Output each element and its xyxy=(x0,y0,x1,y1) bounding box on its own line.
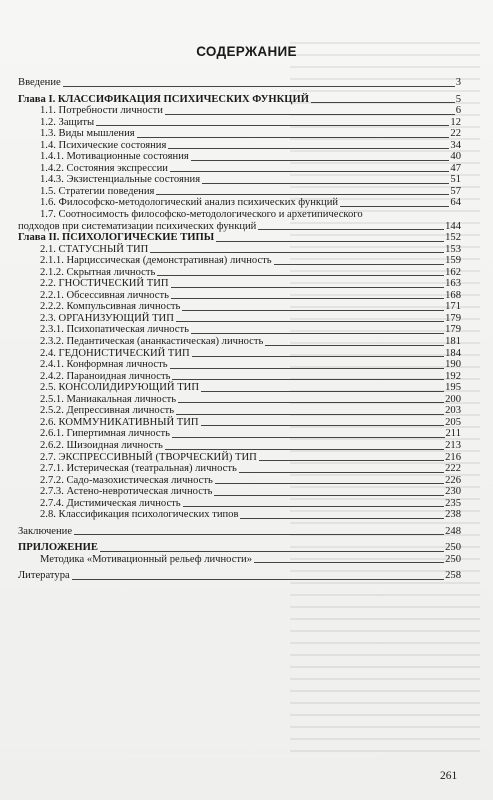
toc-entry xyxy=(18,77,461,89)
page-title: СОДЕРЖАНИЕ xyxy=(196,44,297,59)
toc-entry-title: 2.5.2. Депрессивная личность xyxy=(40,405,175,417)
toc-entry-page: 162 xyxy=(445,266,461,278)
toc-entry-page: 168 xyxy=(445,289,461,301)
toc-entry-title: 2.2.2. Компульсивная личность xyxy=(40,301,181,313)
toc-entry-page: 238 xyxy=(445,509,461,521)
toc-entry xyxy=(18,417,461,429)
toc-entry-page: 258 xyxy=(445,570,461,582)
toc-entry-title: 1.4.3. Экзистенциальные состояния xyxy=(40,174,201,186)
toc-entry xyxy=(18,405,461,417)
toc-leader xyxy=(171,297,444,299)
toc-entry-page: 179 xyxy=(445,324,461,336)
toc-entry-page: 230 xyxy=(445,486,461,498)
toc-leader xyxy=(192,355,444,357)
toc-entry-title: 2.7.4. Дистимическая личность xyxy=(40,497,181,509)
toc-leader xyxy=(311,101,455,103)
toc-entry-page: 171 xyxy=(445,301,461,313)
toc-entry-title: 2.6.2. Шизоидная личность xyxy=(40,439,163,451)
toc-leader xyxy=(172,436,445,438)
toc-entry-title: 2.7.1. Истерическая (театральная) личность xyxy=(40,463,237,475)
toc-entry-page: 3 xyxy=(455,77,461,88)
toc-leader xyxy=(165,448,444,450)
toc-leader xyxy=(258,228,444,230)
toc-entry-title: 1.4. Психические состояния xyxy=(40,139,167,151)
toc-entry xyxy=(18,348,461,360)
toc-leader xyxy=(182,309,444,311)
toc-entry xyxy=(18,128,461,140)
toc-entry-title: 1.1. Потребности личности xyxy=(40,105,163,117)
toc-leader xyxy=(171,286,445,288)
toc-entry-title: 2.7.3. Астено-невротическая личность xyxy=(40,486,213,498)
toc-entry xyxy=(18,428,461,440)
toc-entry-page: 190 xyxy=(445,359,461,371)
toc-leader xyxy=(156,193,449,195)
toc-leader xyxy=(191,159,450,161)
toc-entry xyxy=(18,475,461,487)
toc-entry xyxy=(18,244,461,256)
toc-leader xyxy=(178,401,444,403)
toc-entry xyxy=(18,542,461,554)
toc-entry-page: 153 xyxy=(445,243,461,255)
page-number: 261 xyxy=(440,770,458,782)
toc-leader xyxy=(170,170,449,172)
toc-leader xyxy=(202,182,449,184)
toc-entry-title: 2.3.2. Педантическая (ананкастическая) личность xyxy=(40,336,264,348)
toc-entry xyxy=(18,324,461,336)
toc-entry xyxy=(18,163,461,175)
toc-leader xyxy=(176,413,444,415)
toc-entry-page: 47 xyxy=(450,162,461,174)
toc-entry-page: 222 xyxy=(445,463,461,475)
toc-leader xyxy=(265,344,444,346)
toc-entry xyxy=(18,174,461,186)
toc-entry xyxy=(18,117,461,129)
toc-entry-title: 2.5.1. Маниакальная личность xyxy=(40,393,177,405)
toc-entry-title: 2.2. ГНОСТИЧЕСКИЙ ТИП xyxy=(40,278,169,290)
toc-leader xyxy=(168,147,449,149)
toc-entry xyxy=(18,94,461,106)
toc-entry-page: 195 xyxy=(445,382,461,394)
toc-entry xyxy=(18,570,461,582)
toc-entry-page: 226 xyxy=(445,474,461,486)
toc-leader xyxy=(259,459,444,461)
toc-leader xyxy=(100,550,444,552)
toc-leader xyxy=(215,482,444,484)
toc-entry-page: 192 xyxy=(445,370,461,382)
toc-entry-title: 1.4.2. Состояния экспрессии xyxy=(40,162,168,174)
toc-leader xyxy=(191,332,444,334)
toc-leader xyxy=(96,124,449,126)
toc-entry-title: 1.7. Соотносимость философско-методологического и архетипического xyxy=(40,209,363,221)
toc-entry-title: подходов при систематизации психических функций xyxy=(18,220,257,232)
toc-entry xyxy=(18,105,461,117)
toc-entry xyxy=(18,554,461,566)
toc-leader xyxy=(183,505,444,507)
toc-entry xyxy=(18,526,461,538)
toc-entry xyxy=(18,301,461,313)
toc-entry-title: Заключение xyxy=(18,525,73,537)
toc-entry-title: 2.1.1. Нарциссическая (демонстративная) личность xyxy=(40,255,272,267)
toc-entry-page: 184 xyxy=(445,347,461,359)
toc-entry xyxy=(18,359,461,371)
toc-entry-page: 248 xyxy=(445,525,461,537)
toc-leader xyxy=(216,240,444,242)
toc-entry-page: 22 xyxy=(450,128,461,140)
toc-entry-page: 34 xyxy=(450,139,461,151)
toc-entry-title: Литература xyxy=(18,570,70,582)
toc-leader xyxy=(254,561,444,563)
toc-entry-page: 152 xyxy=(445,232,461,244)
toc-entry-page: 216 xyxy=(445,451,461,463)
toc-entry xyxy=(18,232,461,244)
toc-entry-page: 64 xyxy=(450,197,461,209)
toc-entry xyxy=(18,336,461,348)
toc-entry xyxy=(18,382,461,394)
toc-entry xyxy=(18,498,461,510)
toc-leader xyxy=(176,320,444,322)
toc-entry-page: 159 xyxy=(445,255,461,267)
toc-leader xyxy=(274,263,444,265)
toc-entry xyxy=(18,463,461,475)
toc-entry-page: 235 xyxy=(445,497,461,509)
toc-entry xyxy=(18,255,461,267)
toc-entry xyxy=(18,267,461,279)
toc-leader xyxy=(165,113,455,115)
toc-entry-title: 2.1. СТАТУСНЫЙ ТИП xyxy=(40,243,149,255)
toc-entry xyxy=(18,140,461,152)
toc-leader xyxy=(239,471,444,473)
toc-entry-page: 181 xyxy=(445,336,461,348)
toc-entry-page: 250 xyxy=(445,542,461,554)
toc-entry-title: 1.5. Стратегии поведения xyxy=(40,185,155,197)
toc-entry xyxy=(18,452,461,464)
table-of-contents xyxy=(18,77,461,582)
toc-entry xyxy=(18,186,461,198)
toc-entry-title: Глава II. ПСИХОЛОГИЧЕСКИЕ ТИПЫ xyxy=(18,232,215,244)
toc-leader xyxy=(72,578,444,580)
toc-leader xyxy=(340,205,449,207)
toc-leader xyxy=(201,424,445,426)
toc-entry-page: 213 xyxy=(445,439,461,451)
toc-entry-page: 203 xyxy=(445,405,461,417)
toc-entry-page: 163 xyxy=(445,278,461,290)
toc-entry-title: 2.8. Классификация психологических типов xyxy=(40,509,239,521)
toc-entry xyxy=(18,278,461,290)
toc-entry-title: 2.1.2. Скрытная личность xyxy=(40,266,156,278)
toc-entry-title: 2.7. ЭКСПРЕССИВНЫЙ (ТВОРЧЕСКИЙ) ТИП xyxy=(40,451,257,463)
toc-entry-title: 1.6. Философско-методологический анализ психических функций xyxy=(40,197,339,209)
toc-entry-title: 1.2. Защиты xyxy=(40,116,95,128)
toc-leader xyxy=(74,533,444,535)
toc-entry-title: Введение xyxy=(18,77,61,88)
toc-entry xyxy=(18,486,461,498)
toc-entry xyxy=(18,221,461,233)
toc-entry xyxy=(18,209,461,221)
toc-entry-page: 40 xyxy=(450,151,461,163)
toc-entry xyxy=(18,313,461,325)
toc-entry-title: 2.2.1. Обсессивная личность xyxy=(40,289,169,301)
toc-entry-title: 1.4.1. Мотивационные состояния xyxy=(40,151,189,163)
toc-entry-title: 2.6.1. Гипертимная личность xyxy=(40,428,170,440)
toc-entry-title: Методика «Мотивационный рельеф личности» xyxy=(40,553,253,565)
toc-leader xyxy=(137,136,450,138)
toc-leader xyxy=(150,251,444,253)
toc-leader xyxy=(201,390,444,392)
toc-entry-title: 1.3. Виды мышления xyxy=(40,128,135,140)
toc-entry-page: 5 xyxy=(455,93,461,105)
toc-entry xyxy=(18,394,461,406)
toc-leader xyxy=(214,494,444,496)
toc-entry-title: Глава I. КЛАССИФИКАЦИЯ ПСИХИЧЕСКИХ ФУНКЦИЙ xyxy=(18,93,310,105)
toc-entry xyxy=(18,151,461,163)
toc-entry-title: 2.5. КОНСОЛИДИРУЮЩИЙ ТИП xyxy=(40,382,199,394)
toc-entry-title: ПРИЛОЖЕНИЕ xyxy=(18,542,98,554)
toc-entry-title: 2.4.2. Параноидная личность xyxy=(40,370,171,382)
toc-entry-page: 6 xyxy=(455,105,461,117)
toc-leader xyxy=(157,274,444,276)
toc-entry-title: 2.4. ГЕДОНИСТИЧЕСКИЙ ТИП xyxy=(40,347,190,359)
toc-entry xyxy=(18,371,461,383)
toc-entry-page: 250 xyxy=(445,553,461,565)
toc-entry xyxy=(18,440,461,452)
toc-entry-page: 144 xyxy=(445,220,461,232)
toc-entry-page: 200 xyxy=(445,393,461,405)
toc-entry-title: 2.3.1. Психопатическая личность xyxy=(40,324,189,336)
toc-leader xyxy=(63,85,455,87)
toc-entry-title: 2.7.2. Садо-мазохистическая личность xyxy=(40,474,213,486)
toc-entry-page: 12 xyxy=(450,116,461,128)
toc-entry-title: 2.6. КОММУНИКАТИВНЫЙ ТИП xyxy=(40,416,199,428)
toc-entry xyxy=(18,197,461,209)
toc-leader xyxy=(170,367,445,369)
toc-entry-title: 2.3. ОРГАНИЗУЮЩИЙ ТИП xyxy=(40,312,174,324)
toc-entry-page: 51 xyxy=(450,174,461,186)
toc-entry-title: 2.4.1. Конформная личность xyxy=(40,359,168,371)
toc-leader xyxy=(172,378,444,380)
toc-entry xyxy=(18,290,461,302)
toc-entry-page: 211 xyxy=(445,428,461,440)
toc-entry xyxy=(18,509,461,521)
toc-entry-page: 57 xyxy=(450,185,461,197)
toc-entry-page: 179 xyxy=(445,312,461,324)
toc-leader xyxy=(240,517,444,519)
toc-entry-page: 205 xyxy=(445,416,461,428)
